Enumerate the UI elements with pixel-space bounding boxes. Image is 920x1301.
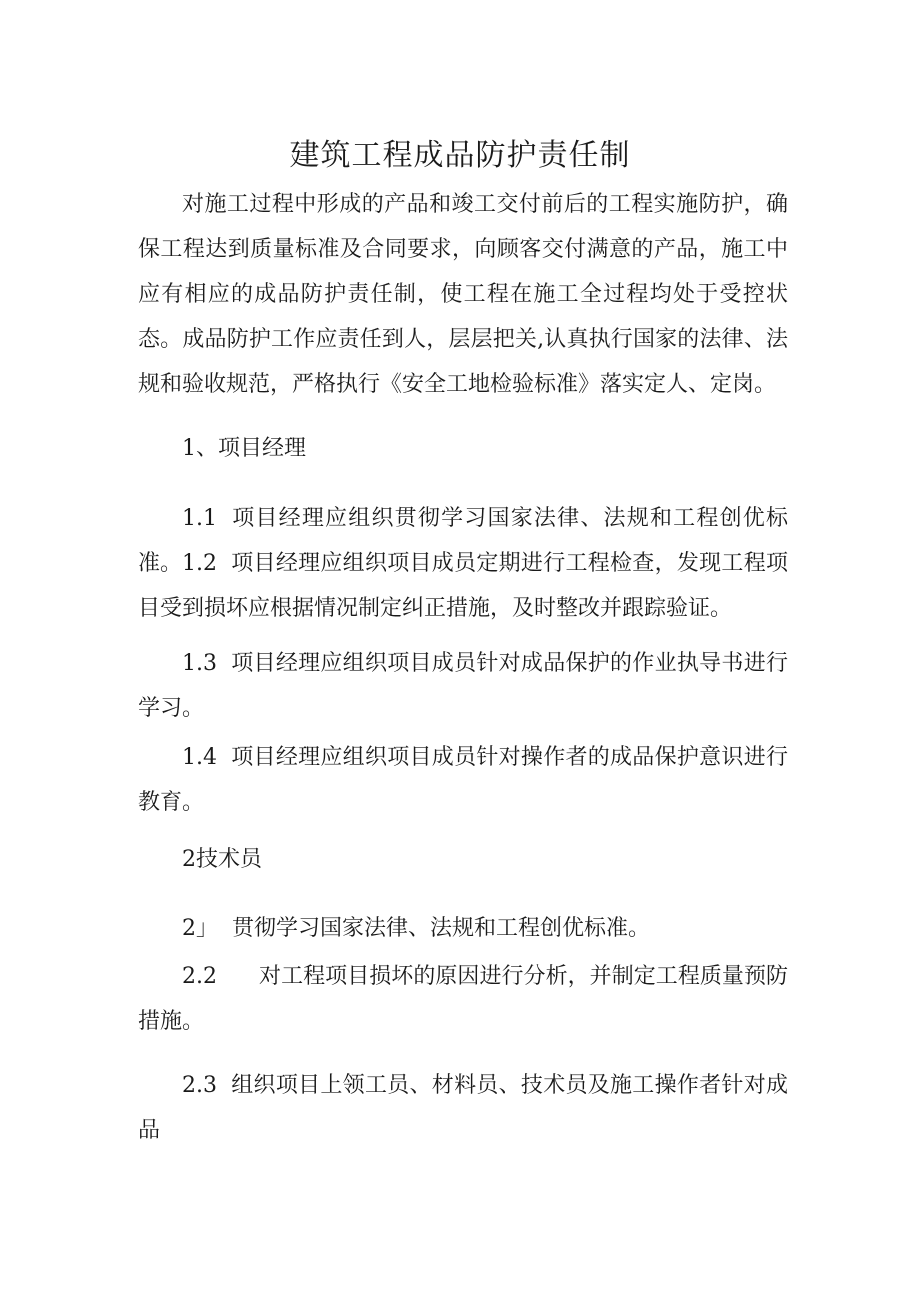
intro-paragraph: 对施工过程中形成的产品和竣工交付前后的工程实施防护，确保工程达到质量标准及合同要求，向顾客交付满意的产品，施工中应有相应的成品防护责任制，使工程在施工全过程均处于受控状态。成品防护工作应责任到人，层层把关,认真执行国家的法律、法规和验收规范，严格执行《安全工地检验标准》落实定人、定岗。 [138,192,788,397]
item-1-2 [138,541,788,631]
section-1-heading: 1、项目经理 [182,436,306,461]
item-text: 贯彻学习国家法律、法规和工程创优标准。 [232,916,651,941]
item-text: 项目经理应组织项目成员定期进行工程检查，发现工程项目受到损坏应根据情况制定纠正措施，及时整改并跟踪验证。 [138,551,788,621]
item-2-2 [138,954,788,1044]
item-text: 项目经理应组织项目成员针对成品保护的作业执导书进行学习。 [138,651,788,721]
item-text: 对工程项目损坏的原因进行分析，并制定工程质量预防措施。 [138,964,788,1034]
item-number: 1.2 [182,551,217,576]
item-number: 2.3 [182,1073,217,1098]
item-text: 组织项目上领工员、材料员、技术员及施工操作者针对成品 [138,1073,788,1143]
item-text: 项目经理应组织贯彻学习国家法律、法规和工程创优标准。 [138,506,788,576]
item-1-4 [138,735,788,825]
item-number: 2.2 [182,964,217,989]
item-number: 1.3 [182,651,217,676]
section-2-heading: 2技术员 [182,847,262,872]
item-2-1 [138,906,788,951]
item-text: 项目经理应组织项目成员针对操作者的成品保护意识进行教育。 [138,745,788,815]
item-1-3 [138,641,788,731]
document-title: 建筑工程成品防护责任制 [289,138,631,173]
item-2-3 [138,1063,788,1153]
item-number: 1.1 [182,506,217,531]
item-number: 2」 [182,916,218,941]
item-number: 1.4 [182,745,217,770]
